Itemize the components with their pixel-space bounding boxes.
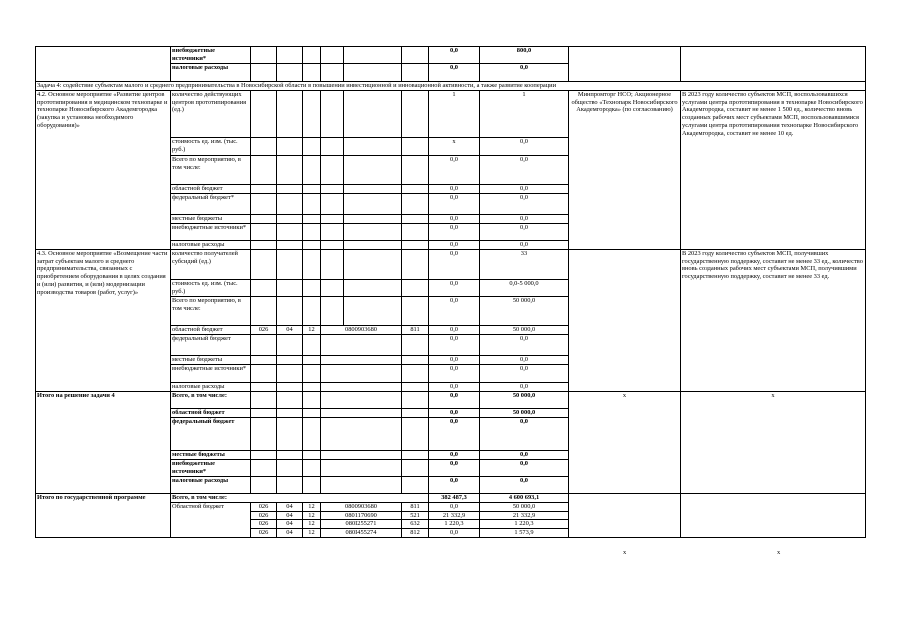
kbk-grbs: 026 [251,529,277,538]
indicator-label: налоговые расходы [171,383,251,392]
value-2024: 0,0 [480,185,569,194]
kbk-csr: 0801170690 [321,511,402,520]
indicator-label: внебюджетные источники* [171,365,251,383]
measure-4-3-result: В 2023 году количество субъектов МСП, получивших государственную поддержку, составит не менее 33 ед., количество вновь созданных рабочих мест субъектами МСП, получившими государственную поддержку, составит не менее 33 ед. [681,250,866,392]
kbk-csr: 0800903680 [321,326,402,335]
kbk-pr: 12 [303,529,321,538]
source-label: налоговые расходы [171,64,251,82]
value-2024: 50 000,0 [480,409,569,418]
kbk-vr: 632 [402,520,429,529]
indicator-label: количество действующих центров прототипирования (ед.) [171,91,251,138]
kbk-grbs: 026 [251,511,277,520]
table-row [36,250,866,280]
value-2024: 0,0 [480,460,569,477]
value-2024: 0,0 [480,64,569,82]
value-2024: 1 220,3 [480,520,569,529]
indicator-label: местные бюджеты [171,215,251,224]
program-executor-x: x [623,549,627,556]
value-2024: 0,0 [480,138,569,156]
value-2023: 0,0 [429,194,480,215]
table-row [36,494,866,503]
value-2023: 0,0 [429,383,480,392]
value-2024: 4 600 693,1 [480,494,569,503]
kbk-vr: 811 [402,326,429,335]
value-2023: x [429,138,480,156]
value-2024: 50 000,0 [480,326,569,335]
value-2024: 1 [480,91,569,138]
value-2023: 0,0 [429,409,480,418]
indicator-label: стоимость ед. изм. (тыс. руб.) [171,280,251,297]
value-2023: 0,0 [429,241,480,250]
value-2024: 0,0 [480,365,569,383]
indicator-label: Всего по мероприятию, в том числе: [171,297,251,326]
program-executor-blank [569,494,681,538]
task-4-title: Задача 4: содействие субъектам малого и среднего предпринимательства в Новосибирской области в повышении инвестиционной и инновационной активности, а также развитие кооперации [36,82,866,91]
value-2023: 0,0 [429,365,480,383]
kbk-pr: 12 [303,511,321,520]
program-result-x: x [777,549,781,556]
value-2023: 0,0 [429,250,480,280]
program-total-title: Итого по государственной программе [36,494,171,538]
value-2023: 382 487,3 [429,494,480,503]
total-task-4-result: x [681,392,866,494]
measure-4-3-name: 4.3. Основное мероприятие «Возмещение части затрат субъектам малого и среднего предпринимательства, связанных с приобретением оборудования в целях создания и (или) развития, и (или) модернизации производства товаров (работ, услуг)» [36,250,171,392]
value-2023: 1 220,3 [429,520,480,529]
value-2023: 0,0 [429,356,480,365]
indicator-label: количество получателей субсидий (ед.) [171,250,251,280]
value-2024: 33 [480,250,569,280]
value-2023: 0,0 [429,392,480,409]
value-2024: 0,0 [480,156,569,185]
source-label: налоговые расходы [171,477,251,494]
indicator-label: федеральный бюджет [171,335,251,356]
measure-4-2-executor: Минпромторг НСО; Акционерное общество «Технопарк Новосибирского Академгородка» (по согласованию) [569,91,681,250]
kbk-grbs: 026 [251,326,277,335]
value-2024: 0,0 [480,477,569,494]
kbk-csr: 080I455274 [321,529,402,538]
total-task-4-executor: x [569,392,681,494]
kbk-pr: 12 [303,503,321,512]
value-2023: 0,0 [429,64,480,82]
value-2024: 0,0 [480,418,569,451]
value-2023: 0,0 [429,418,480,451]
result-cell [681,47,866,82]
table-row [36,47,866,64]
value-2024: 0,0 [480,224,569,241]
program-obl-label: Областной бюджет [171,503,251,538]
value-2024: 50 000,0 [480,503,569,512]
value-2023: 0,0 [429,460,480,477]
value-2023: 0,0 [429,156,480,185]
kbk-grbs: 026 [251,520,277,529]
indicator-label: Всего по мероприятию, в том числе: [171,156,251,185]
empty-cell [36,47,171,82]
value-2023: 1 [429,91,480,138]
program-total-label: Всего, в том числе: [171,494,429,503]
value-2024: 50 000,0 [480,392,569,409]
kbk-rz: 04 [277,520,303,529]
value-2024: 800,0 [480,47,569,64]
source-label: федеральный бюджет [171,418,251,451]
table-row [36,392,866,409]
value-2023: 0,0 [429,215,480,224]
indicator-label: областной бюджет [171,326,251,335]
value-2023: 0,0 [429,297,480,326]
value-2024: 0,0 [480,194,569,215]
kbk-pr: 12 [303,520,321,529]
indicator-label: налоговые расходы [171,241,251,250]
indicator-label: местные бюджеты [171,356,251,365]
task-header-row [36,82,866,91]
value-2023: 0,0 [429,477,480,494]
value-2024: 0,0 [480,241,569,250]
measure-4-2-name: 4.2. Основное мероприятие «Развитие центров прототипирования в медицинском технопарке и технопарке Новосибирского Академгородка (закупка и установка необходимого оборудования)» [36,91,171,250]
kbk-vr: 521 [402,511,429,520]
measure-4-3-executor [569,250,681,392]
value-2023: 0,0 [429,280,480,297]
kbk-pr: 12 [303,326,321,335]
measure-4-2-result: В 2023 году количество субъектов МСП, воспользовавшихся услугами центра прототипирования в технопарке Новосибирского Академгородка, составит не менее 1 500 ед., количество вновь созданных рабочих мест субъектами МСП, воспользовавшимися услугами центра прототипирования технопарке Новосибирского Академгородка, составит не менее 10 ед. [681,91,866,250]
indicator-label: областной бюджет [171,185,251,194]
kbk-rz: 04 [277,511,303,520]
value-2024: 0,0-5 000,0 [480,280,569,297]
source-label: внебюджетные источники* [171,460,251,477]
executor-cell [569,47,681,82]
kbk-csr: 0800903680 [321,503,402,512]
kbk-vr: 811 [402,503,429,512]
value-2023: 0,0 [429,47,480,64]
source-label: Всего, в том числе: [171,392,251,409]
kbk-rz: 04 [277,529,303,538]
table-row [36,91,866,138]
kbk-vr: 812 [402,529,429,538]
value-2023: 0,0 [429,335,480,356]
indicator-label: внебюджетные источники* [171,224,251,241]
value-2024: 0,0 [480,451,569,460]
kbk-grbs: 026 [251,503,277,512]
total-task-4-title: Итого на решение задачи 4 [36,392,171,494]
program-table [35,46,866,538]
value-2024: 0,0 [480,383,569,392]
kbk-csr: 080I255271 [321,520,402,529]
indicator-label: стоимость ед. изм. (тыс. руб.) [171,138,251,156]
value-2024: 50 000,0 [480,297,569,326]
program-result-blank [681,494,866,538]
kbk-rz: 04 [277,326,303,335]
value-2024: 0,0 [480,356,569,365]
value-2023: 0,0 [429,224,480,241]
value-2024: 0,0 [480,215,569,224]
value-2023: 0,0 [429,451,480,460]
indicator-label: федеральный бюджет* [171,194,251,215]
kbk-rz: 04 [277,503,303,512]
value-2024: 21 332,9 [480,511,569,520]
value-2023: 0,0 [429,326,480,335]
value-2024: 0,0 [480,335,569,356]
value-2023: 21 332,9 [429,511,480,520]
source-label: внебюджетные источники* [171,47,251,64]
source-label: областной бюджет [171,409,251,418]
value-2023: 0,0 [429,185,480,194]
value-2023: 0,0 [429,529,480,538]
source-label: местные бюджеты [171,451,251,460]
value-2023: 0,0 [429,503,480,512]
value-2024: 1 573,9 [480,529,569,538]
